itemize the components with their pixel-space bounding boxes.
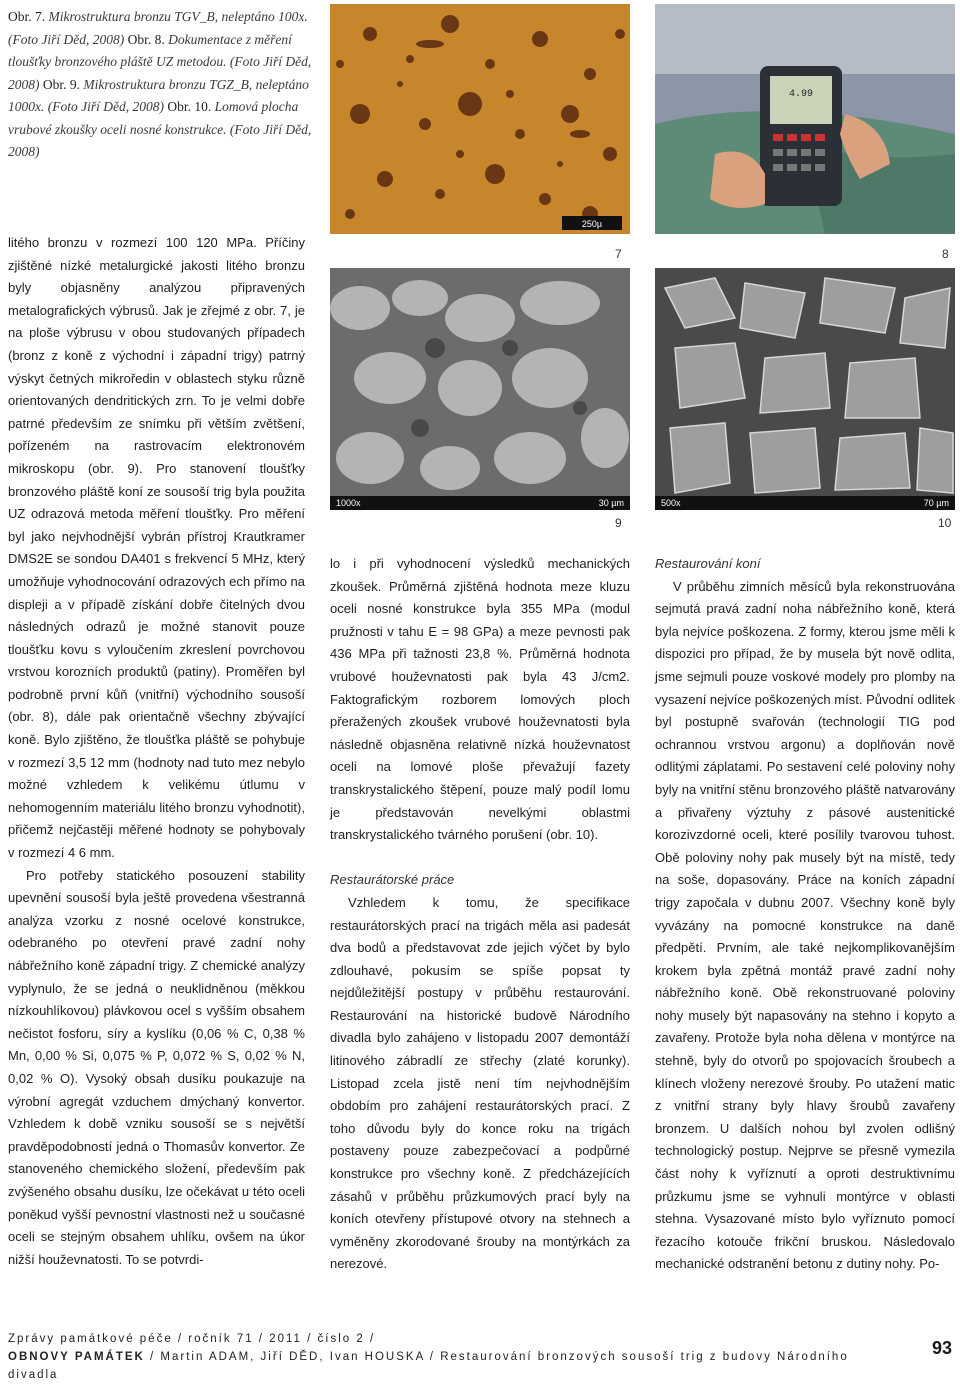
text-column-3 <box>655 553 955 1276</box>
article-info <box>8 1348 888 1384</box>
figure-7-number: 7 <box>615 247 622 261</box>
figure-captions <box>8 6 313 164</box>
caption-fig7: Obr. 7. Mikrostruktura bronzu TGV_B, neleptáno 100x. (Foto Jiří Děd, 2008) <box>8 9 308 47</box>
fig10-scale-label: 70 µm <box>923 498 949 508</box>
col1-paragraph-2: Pro potřeby statického posouzení stability upevnění sousoší byla ještě provedena všestranná analýza vzorku z nosné ocelové konstrukce, odebraného po otevření pravé zadní nohy nábřežního koně západní trigy. Z chemické analýzy vyplynulo, že se jedná o neuklidněnou (měkkou nízkouhlíkovou) plávkovou ocel s vyšším obsahem nečistot fosforu, síry a kyslíku (0,06 % C, 0,38 % Mn, 0,00 % Si, 0,075 % P, 0,072 % S, 0,02 % N, 0,02 % O). Vysoký obsah dusíku poukazuje na výrobní agregát vzduchem dmýchaný konvertor. Vzhledem k době vzniku sousoší se s největší pravděpodobností jedná o Thomasův konvertor. Ze stanoveného chemického složení, především pak zvýšeného obsahu dusíku, lze očekávat u této oceli poněkud vyšší pevnostní vlastnosti než u současné oceli se stejným obsahem uhlíku, ovšem na úkor nižší houževnatosti. To se potvrdi- <box>8 867 305 1267</box>
fig9-mag-label: 1000x <box>336 498 361 508</box>
fig9-scale-label: 30 µm <box>598 498 624 508</box>
article-authors-title: / Martin ADAM, Jiří DĚD, Ivan HOUSKA / Restaurování bronzových sousoší trig z budovy Národního divadla <box>8 1351 849 1381</box>
fig10-mag-label: 500x <box>661 498 681 508</box>
figure-9-number: 9 <box>615 516 622 530</box>
series-name: OBNOVY PAMÁTEK <box>8 1351 145 1363</box>
col3-paragraph-1: V průběhu zimních měsíců byla rekonstruována sejmutá pravá zadní noha nábřežního koně, která byla nejvíce poškozena. Z formy, kterou jsme měli k dispozici pro případ, že by musela být nově odlita, jsme sejmuli pouze voskové modely pro plomby na vysazení nejvíce poškozených míst. Původní odlitek byl postupně svařován (technologií TIG pod ochrannou vrstvou argonu) a doplňován nově odlitými záplatami. Po sestavení celé poloviny nohy byly na vnitřní stěnu bronzového pláště natvarovány a přivařeny výztuhy z pásové austenitické korozivzdorné oceli, které posílily tvarovou tuhost. Obě poloviny nohy pak musely být na místě, tedy na soše, dopasovány. Práce na koních západní trigy započala v dubnu 2007. Všechny koně byly vyvázány na pomocné konstrukce na daně předpětí. Prvním, ale také nejkomplikovanějším krokem byla zpětná montáž pravé zadní nohy nábřežního koně. Obě rekonstruované poloviny nohy musely být napasovány na stehno i kopyto a zavařeny. Protože byla noha dělena v montýrce na stehně, byly do otvorů po spojovacích šroubech a klínech vloženy nerezové šrouby. Po utažení matic z vnitřní strany byly hlavy šroubů zavařeny bronzem. U dalších nohou byl zvolen odlišný technologický postup. Nejprve se přesně vymezila část nohy k vyříznutí a oproti destruktivnímu průzkumu jsme se vyhnuli montýrce v oblasti stehna. Vysazované místo bylo vyříznuto pomocí řezacího kotouče frikční bruskou. Následovalo mechanické odstranění betonu z dutiny nohy. Po- <box>655 578 955 1272</box>
text-column-2 <box>330 553 630 1276</box>
col1-paragraph-1: litého bronzu v rozmezí 100 120 MPa. Příčiny zjištěné nízké metalurgické jakosti litého bronzu byly objasněny analýzou připravených metalografických výbrusů. Jak je zřejmé z obr. 7, je na ploše výbrusu v obou studovaných případech (bronz z koně z východní i západní trigy) patrný výskyt četných mikroředin v oblastech styku různě orientovaných dendritických zrn. To je velmi dobře patrné především ze snímku při větším zvětšení, pořízeném na rastrovacím elektronovém mikroskopu (obr. 9). Pro stanovení tloušťky bronzového pláště koní ze sousoší trig byla použita UZ odrazová metoda měření tloušťky. Pro měření byl jako nejvhodnější vybrán přístroj Krautkramer DMS2E se sondou DA401 s frekvencí 5 MHz, který umožňuje vyhodnocování odrazových ech přímo na displeji a v případě získání dobře čitelných dvou následných odrazů je možné stanovit pouze tloušťku kovu s vyloučením zkreslení povrchovou vrstvou korozních produktů (patiny). Proměřen byl podrobně první kůň (vnitřní) východního sousoší (obr. 8), dále pak orientačně všechny zbývající koně. Bylo zjištěno, že tloušťka pláště se pohybuje v rozmezí 3,5 12 mm (hodnoty nad tuto mez nebylo možné vzhledem k velikému útlumu v nehomogenním materiálu litého bronzu vyhodnotit), přičemž nejčastěji měřené hodnoty se pohybovaly v rozmezí 4 6 mm. <box>8 235 306 861</box>
figure-10-micrograph <box>655 268 955 510</box>
caption-fig10: Obr. 10. Lomová plocha vrubové zkoušky oceli nosné konstrukce. (Foto Jiří Děd, 2008) <box>8 99 312 159</box>
figure-9-micrograph <box>330 268 630 510</box>
caption-fig8: Obr. 8. Dokumentace z měření tloušťky bronzového pláště UZ metodou. (Foto Jiří Děd, 2008) <box>8 31 312 92</box>
text-column-1 <box>8 232 305 1271</box>
section-heading-restaurovani-koni: Restaurování koní <box>655 556 761 571</box>
col2-paragraph-2: Vzhledem k tomu, že specifikace restaurátorských prací na trigách měla asi padesát dva bodů a představovat zde jejich výčet by bylo zdlouhavé, pokusím se spíše popsat ty nejdůležitější postupy v průběhu restaurování. Restaurování na historické budově Národního divadla bylo zahájeno v listopadu 2007 demontáží litinového zábradlí ze střechy (zlaté korunky). Listopad zcela jistě není tím nejvhodnějším obdobím pro zahájení restaurátorských prací. Z toho důvodu byly do konce roku na trigách postaveny pouze zabezpečovací a podpůrné konstrukce pro všechny koně. Z předcházejících zásahů v průběhu průzkumových prací byly na koních otevřeny přístupové otvory na stehnech a vyměněny zkorodované šrouby na montýrkách za nerezové. <box>330 894 630 1272</box>
figure-7-micrograph <box>330 4 630 234</box>
figure-8-number: 8 <box>942 247 949 261</box>
caption-fig9: Obr. 9. Mikrostruktura bronzu TGZ_B, neleptáno 1000x. (Foto Jiří Děd, 2008) <box>8 76 309 114</box>
page-footer <box>8 1330 888 1384</box>
section-heading-restauratorske-prace: Restaurátorské práce <box>330 872 455 888</box>
page-number: 93 <box>931 1338 952 1358</box>
col2-paragraph-1: lo i při vyhodnocení výsledků mechanických zkoušek. Průměrná zjištěná hodnota meze kluzu oceli nosné konstrukce byla 355 MPa (modul pružnosti v tahu E = 98 GPa) a meze pevnosti pak 436 MPa při tažnosti 23,8 %. Průměrná hodnota vrubové houževnatosti pak byla 43 J/cm2. Faktografickým rozborem lomových ploch přeražených zkoušek vrubové houževnatosti byla následně objasněna relativně nízká houževnatost oceli na lomové ploše převažují fazety transkrystalického štěpení, pouze malý podíl lomu je představován nevelkými oblastmi transkrystalického tvárného porušení (obr. 10). <box>330 556 630 843</box>
device-readout: 4.99 <box>788 89 814 100</box>
figure-10-number: 10 <box>938 516 952 530</box>
figure-8-photo <box>655 4 955 234</box>
fig7-scale-label: 250µ <box>581 219 603 229</box>
journal-info: Zprávy památkové péče / ročník 71 / 2011 / číslo 2 / <box>8 1333 376 1345</box>
